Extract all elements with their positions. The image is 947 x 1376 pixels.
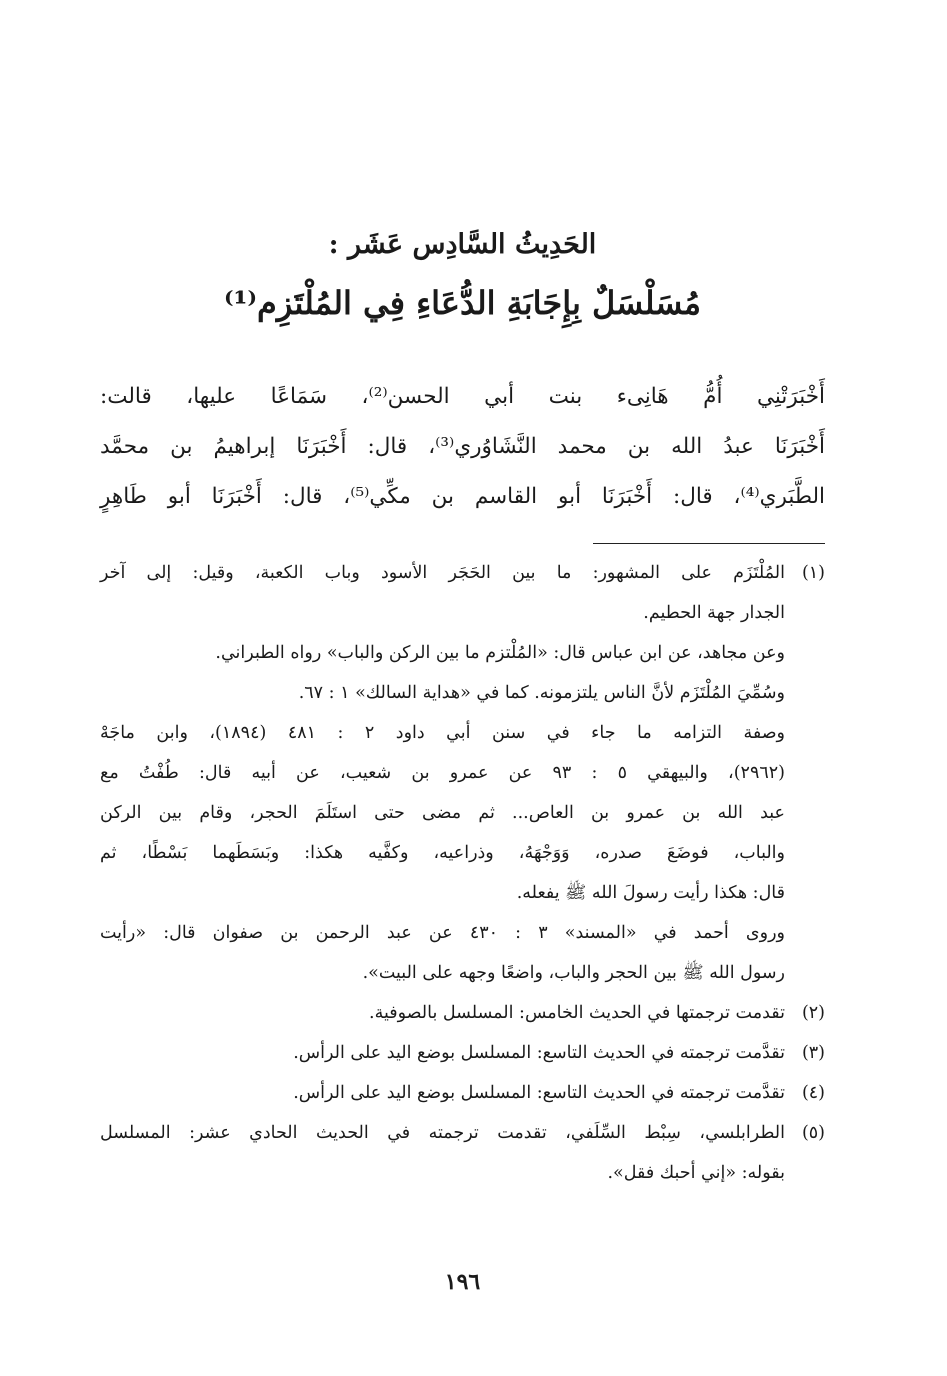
footnote-number: (٢) <box>801 1003 825 1023</box>
footnote-line: عبد الله بن عمرو بن العاص... ثم مضى حتى استَلَمَ الحجر، وقام بين الركن <box>100 803 785 823</box>
body-line: أَخْبَرَنَا عبدُ الله بن محمد النَّشَاوُري⁽³⁾، قال: أَخْبَرَنَا إبراهيمُ بن محمَّد <box>100 434 826 459</box>
footnote-4 <box>100 1073 825 1113</box>
footnote-number: (١) <box>801 563 825 583</box>
document-page <box>100 0 825 1376</box>
body-line: الطَّبَري⁽⁴⁾، قال: أَخْبَرَنَا أبو القاسم بن مكِّي⁽⁵⁾، قال: أَخْبَرَنَا أبو طَاهِرٍ <box>100 484 825 509</box>
footnote-number: (٥) <box>801 1123 825 1143</box>
hadith-heading: الحَدِيثُ السَّادِس عَشَر : <box>328 229 597 260</box>
hadith-title: مُسَلْسَلٌ بِإِجَابَةِ الدُّعَاءِ فِي المُلْتَزِم⁽¹⁾ <box>223 284 702 322</box>
footnote-number: (٣) <box>801 1043 825 1063</box>
footnote-line: والباب، فوضَعَ صدره، وَوَجْهَهُ، وذراعيه، وكفَّيه هكذا: وبَسَطَهما بَسْطًا، ثم <box>100 843 785 863</box>
footnote-2 <box>100 993 825 1033</box>
footnote-5 <box>100 1113 825 1193</box>
footnote-3 <box>100 1033 825 1073</box>
footnote-line: الجدار جهة الحطيم. <box>643 603 785 623</box>
isnad-text <box>100 372 825 522</box>
footnotes <box>100 553 825 1193</box>
footnote-line: (٢٩٦٢)، والبيهقي ٥ : ٩٣ عن عمرو بن شعيب، عن أبيه قال: طُفْتُ مع <box>100 763 785 783</box>
footnote-line: الطرابلسي، سِبْط السِّلَفي، تقدمت ترجمته في الحديث الحادي عشر: المسلسل <box>100 1123 785 1143</box>
footnote-number: (٤) <box>801 1083 825 1103</box>
footnote-line: وصفة التزامه ما جاء في سنن أبي داود ٢ : ٤٨١ (١٨٩٤)، وابن ماجَهْ <box>100 723 786 743</box>
footnote-1 <box>100 553 825 993</box>
footnote-line: رسول الله ﷺ بين الحجر والباب، واضعًا وجهه على البيت». <box>362 963 785 983</box>
page-number: ١٩٦ <box>444 1269 481 1295</box>
footnote-line: المُلْتَزَم على المشهور: ما بين الحَجَر الأسود وباب الكعبة، وقيل: إلى آخر <box>100 563 785 583</box>
footnote-line: تقدمت ترجمتها في الحديث الخامس: المسلسل بالصوفية. <box>369 1003 785 1023</box>
footnote-line: وسُمِّيَ المُلْتَزَم لأنَّ الناس يلتزمونه. كما في «هداية السالك» ١ : ٦٧. <box>298 683 785 703</box>
footnote-line: تقدَّمت ترجمته في الحديث التاسع: المسلسل بوضع اليد على الرأس. <box>293 1083 785 1103</box>
footnote-line: بقوله: «إني أحبك فقل». <box>607 1163 785 1183</box>
footnote-line: وعن مجاهد، عن ابن عباس قال: «المُلْتزم ما بين الركن والباب» رواه الطبراني. <box>215 643 785 663</box>
footnote-line: وروى أحمد في «المسند» ٣ : ٤٣٠ عن عبد الرحمن بن صفوان قال: «رأيت <box>100 923 785 943</box>
footnote-separator <box>593 543 825 544</box>
footnote-line: قال: هكذا رأيت رسولَ الله ﷺ يفعله. <box>516 883 785 903</box>
footnote-line: تقدَّمت ترجمته في الحديث التاسع: المسلسل بوضع اليد على الرأس. <box>293 1043 785 1063</box>
body-line: أَخْبَرَتْنِي أُمُّ هَانِىء بنت أبي الحسن⁽²⁾، سَمَاعًا عليها، قالت: <box>100 384 825 409</box>
